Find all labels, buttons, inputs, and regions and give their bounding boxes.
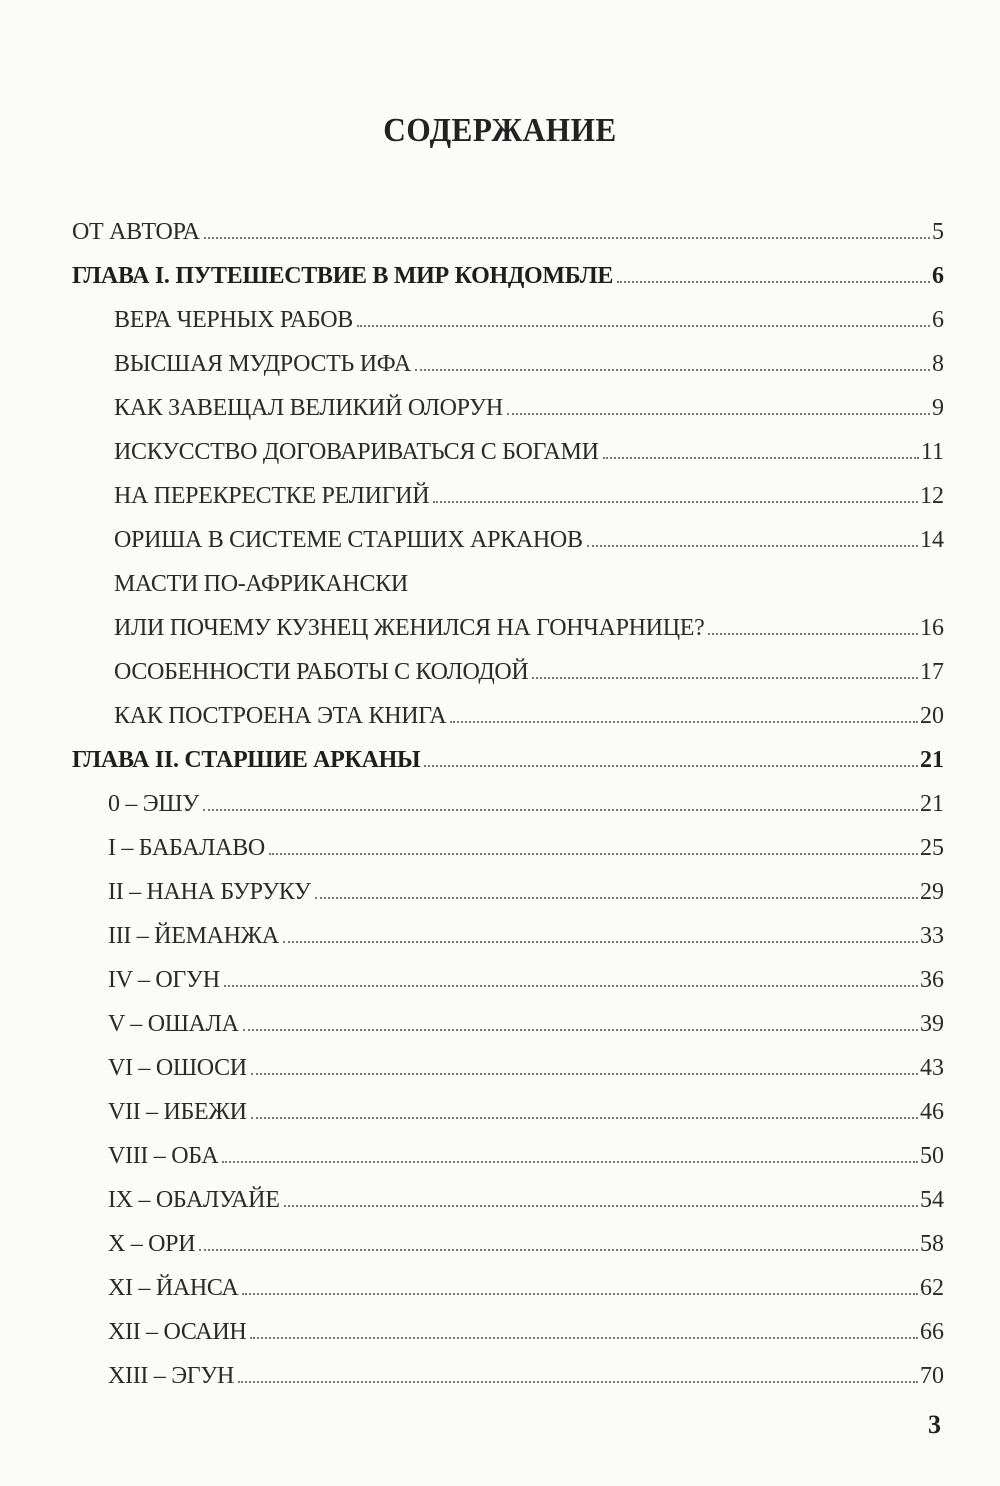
toc-entry-label: ВЕРА ЧЕРНЫХ РАБОВ <box>114 307 353 333</box>
toc-entry[interactable] <box>72 1256 944 1300</box>
toc-entry-page: 50 <box>920 1143 944 1169</box>
toc-entry-page: 36 <box>920 967 944 993</box>
toc-entry-page: 9 <box>932 395 944 421</box>
toc-entry-page: 8 <box>932 351 944 377</box>
toc-entry[interactable] <box>72 684 944 728</box>
toc-entry[interactable] <box>72 992 944 1036</box>
dot-leader <box>603 457 919 459</box>
toc-entry[interactable] <box>72 332 944 376</box>
toc-entry-page: 21 <box>920 791 944 817</box>
toc-entry-label: X – ОРИ <box>108 1231 196 1257</box>
dot-leader <box>433 501 918 503</box>
toc-entry-page: 12 <box>920 483 944 509</box>
toc-entry-label: XIII – ЭГУН <box>108 1363 235 1389</box>
dot-leader <box>204 237 930 239</box>
toc-entry-label: XII – ОСАИН <box>108 1319 247 1345</box>
dot-leader <box>284 1205 918 1207</box>
toc-entry-label: II – НАНА БУРУКУ <box>108 879 311 905</box>
toc-entry-label: XI – ЙАНСА <box>108 1275 239 1301</box>
toc-entry-label: V – ОШАЛА <box>108 1011 239 1037</box>
toc-entry[interactable] <box>72 1080 944 1124</box>
toc-entry-page: 62 <box>920 1275 944 1301</box>
dot-leader <box>242 1293 918 1295</box>
toc-entry-label: КАК ПОСТРОЕНА ЭТА КНИГА <box>114 703 447 729</box>
dot-leader <box>507 413 930 415</box>
toc-entry[interactable] <box>72 596 944 640</box>
dot-leader <box>238 1381 918 1383</box>
dot-leader <box>199 1249 918 1251</box>
dot-leader <box>250 1337 918 1339</box>
toc-entry[interactable] <box>72 860 944 904</box>
toc-entry[interactable] <box>72 904 944 948</box>
dot-leader <box>357 325 930 327</box>
dot-leader <box>203 809 918 811</box>
toc-entry[interactable] <box>72 288 944 332</box>
toc-entry[interactable] <box>72 640 944 684</box>
toc-entry-page: 70 <box>920 1363 944 1389</box>
page-title: СОДЕРЖАНИЕ <box>383 112 617 149</box>
toc-entry[interactable] <box>72 948 944 992</box>
toc-entry-label: ОСОБЕННОСТИ РАБОТЫ С КОЛОДОЙ <box>114 659 529 685</box>
toc-entry-page: 25 <box>920 835 944 861</box>
dot-leader <box>617 281 930 283</box>
toc-entry[interactable] <box>72 464 944 508</box>
toc-entry-page: 20 <box>920 703 944 729</box>
toc-entry[interactable] <box>72 1168 944 1212</box>
toc-entry-label: ИЛИ ПОЧЕМУ КУЗНЕЦ ЖЕНИЛСЯ НА ГОНЧАРНИЦЕ? <box>114 615 705 641</box>
toc-entry-page: 66 <box>920 1319 944 1345</box>
toc-entry-page: 14 <box>920 527 944 553</box>
toc-entry-label: ОРИША В СИСТЕМЕ СТАРШИХ АРКАНОВ <box>114 527 583 553</box>
toc-entry[interactable] <box>72 376 944 420</box>
toc-entry[interactable] <box>72 552 944 596</box>
page-number: 3 <box>928 1410 941 1439</box>
toc-entry-label: VI – ОШОСИ <box>108 1055 247 1081</box>
toc-entry-page: 54 <box>920 1187 944 1213</box>
dot-leader <box>269 853 918 855</box>
toc-entry-page: 11 <box>920 439 944 465</box>
toc-entry-label: ИСКУССТВО ДОГОВАРИВАТЬСЯ С БОГАМИ <box>114 439 599 465</box>
toc-entry-label: КАК ЗАВЕЩАЛ ВЕЛИКИЙ ОЛОРУН <box>114 395 503 421</box>
toc-entry[interactable] <box>72 1344 944 1388</box>
dot-leader <box>251 1073 918 1075</box>
toc-entry-page: 33 <box>920 923 944 949</box>
toc-entry-label: I – БАБАЛАВО <box>108 835 265 861</box>
toc-entry[interactable] <box>72 508 944 552</box>
toc-entry-page: 43 <box>920 1055 944 1081</box>
toc-entry-page: 29 <box>920 879 944 905</box>
toc-entry-page: 39 <box>920 1011 944 1037</box>
dot-leader <box>243 1029 918 1031</box>
toc-entry-label: VII – ИБЕЖИ <box>108 1099 247 1125</box>
toc-entry[interactable] <box>72 1124 944 1168</box>
toc-chapter[interactable] <box>72 728 944 772</box>
toc-entry[interactable] <box>72 1212 944 1256</box>
dot-leader <box>415 369 930 371</box>
toc-entry[interactable] <box>72 420 944 464</box>
toc-entry-label: VIII – ОБА <box>108 1143 219 1169</box>
toc-entry-page: 21 <box>920 747 944 773</box>
toc-entry-page: 6 <box>932 307 944 333</box>
dot-leader <box>283 941 918 943</box>
toc-entry-label: ГЛАВА II. СТАРШИЕ АРКАНЫ <box>72 747 421 773</box>
toc-entry-page: 46 <box>920 1099 944 1125</box>
dot-leader <box>224 985 918 987</box>
toc-entry-label: IV – ОГУН <box>108 967 220 993</box>
dot-leader <box>315 897 918 899</box>
toc-entry-label: НА ПЕРЕКРЕСТКЕ РЕЛИГИЙ <box>114 483 430 509</box>
dot-leader <box>251 1117 918 1119</box>
toc-entry-page: 6 <box>932 263 944 289</box>
toc-entry-page: 5 <box>932 219 944 245</box>
dot-leader <box>424 765 918 767</box>
toc-entry-label: III – ЙЕМАНЖА <box>108 923 279 949</box>
dot-leader <box>708 633 918 635</box>
toc-chapter[interactable] <box>72 244 944 288</box>
toc-entry-label: ГЛАВА I. ПУТЕШЕСТВИЕ В МИР КОНДОМБЛЕ <box>72 263 614 289</box>
dot-leader <box>532 677 918 679</box>
toc-entry[interactable] <box>72 1300 944 1344</box>
toc-entry-page: 17 <box>920 659 944 685</box>
toc-entry[interactable] <box>72 1036 944 1080</box>
toc-entry-label: 0 – ЭШУ <box>108 791 199 817</box>
toc-entry-label: IX – ОБАЛУАЙЕ <box>108 1187 280 1213</box>
toc-entry[interactable] <box>72 772 944 816</box>
toc-entry-label: МАСТИ ПО-АФРИКАНСКИ <box>114 571 408 597</box>
toc-entry-page: 58 <box>920 1231 944 1257</box>
dot-leader <box>222 1161 918 1163</box>
toc-entry[interactable] <box>72 200 944 244</box>
dot-leader <box>587 545 918 547</box>
toc-entry-label: ОТ АВТОРА <box>72 219 200 245</box>
toc-entry[interactable] <box>72 816 944 860</box>
toc-entry-page: 16 <box>920 615 944 641</box>
toc-entry-label: ВЫСШАЯ МУДРОСТЬ ИФА <box>114 351 411 377</box>
table-of-contents <box>72 200 944 1388</box>
dot-leader <box>450 721 918 723</box>
